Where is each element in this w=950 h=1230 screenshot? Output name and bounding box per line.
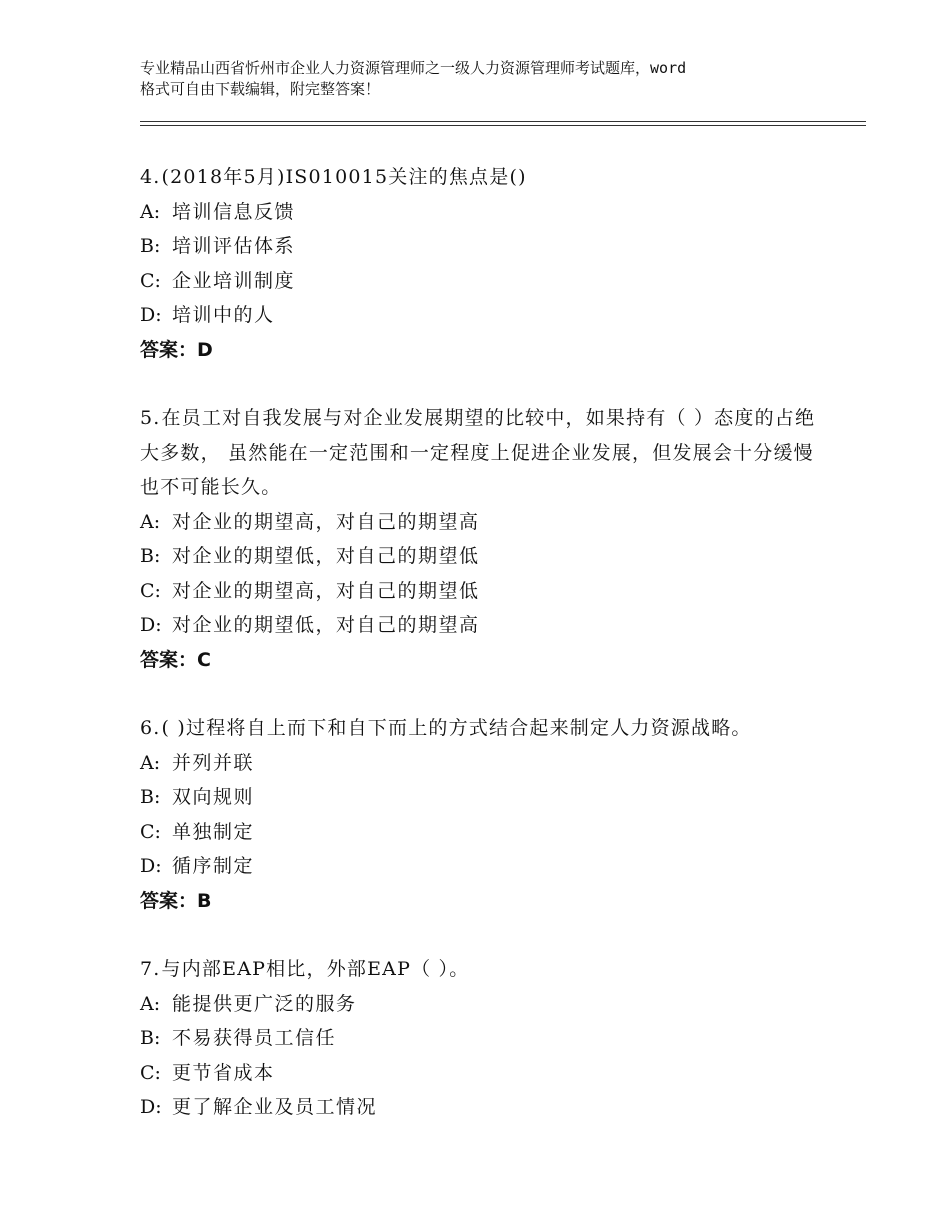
option-key: C: bbox=[140, 1061, 161, 1084]
option-key: D: bbox=[140, 304, 162, 326]
answer-line bbox=[140, 333, 830, 368]
option-c bbox=[140, 574, 830, 609]
question-text: (2018年5月)IS010015关注的焦点是() bbox=[161, 166, 527, 188]
answer-value: C bbox=[197, 648, 211, 671]
answer-value: B bbox=[197, 889, 212, 912]
option-d bbox=[140, 849, 830, 884]
question-text: ( )过程将自上而下和自下而上的方式结合起来制定人力资源战略。 bbox=[161, 717, 752, 739]
answer-label: 答案： bbox=[140, 648, 198, 671]
option-a bbox=[140, 195, 830, 230]
option-text: 单独制定 bbox=[172, 820, 255, 843]
option-c bbox=[140, 264, 830, 299]
option-key: B: bbox=[140, 786, 161, 808]
option-key: A: bbox=[140, 510, 161, 533]
option-text: 对企业的期望高，对自己的期望高 bbox=[172, 510, 480, 533]
option-c bbox=[140, 815, 830, 850]
option-text: 培训中的人 bbox=[172, 304, 275, 326]
option-d bbox=[140, 1090, 830, 1125]
option-key: A: bbox=[140, 751, 161, 774]
option-text: 培训信息反馈 bbox=[172, 200, 296, 223]
question-item bbox=[140, 711, 830, 918]
option-key: C: bbox=[140, 820, 161, 843]
question-number: 7. bbox=[140, 958, 161, 980]
question-number: 5. bbox=[140, 407, 161, 429]
question-stem bbox=[140, 401, 830, 505]
option-key: A: bbox=[140, 200, 161, 223]
question-stem bbox=[140, 952, 830, 987]
option-text: 不易获得员工信任 bbox=[172, 1027, 337, 1049]
question-number: 4. bbox=[140, 166, 161, 188]
option-text: 更节省成本 bbox=[172, 1061, 275, 1084]
question-list bbox=[140, 160, 830, 1159]
option-b bbox=[140, 229, 830, 264]
answer-label: 答案： bbox=[140, 338, 198, 361]
option-text: 企业培训制度 bbox=[172, 269, 296, 292]
option-text: 双向规则 bbox=[172, 786, 255, 808]
question-stem bbox=[140, 711, 830, 746]
option-key: D: bbox=[140, 855, 162, 877]
option-d bbox=[140, 298, 830, 333]
question-stem bbox=[140, 160, 830, 195]
header-title-line-1: 专业精品山西省忻州市企业人力资源管理师之一级人力资源管理师考试题库，word bbox=[140, 59, 687, 77]
option-key: B: bbox=[140, 235, 161, 257]
answer-line bbox=[140, 884, 830, 919]
option-c bbox=[140, 1056, 830, 1091]
question-text: 与内部EAP相比，外部EAP（ ）。 bbox=[161, 958, 470, 980]
option-key: D: bbox=[140, 614, 162, 636]
document-header bbox=[140, 58, 830, 100]
option-text: 对企业的期望高，对自己的期望低 bbox=[172, 579, 480, 602]
question-item bbox=[140, 952, 830, 1125]
option-a bbox=[140, 505, 830, 540]
option-text: 培训评估体系 bbox=[172, 235, 296, 257]
header-divider-bottom bbox=[140, 125, 866, 126]
header-title-line-2: 格式可自由下载编辑，附完整答案！ bbox=[140, 80, 381, 98]
header-divider-top bbox=[140, 121, 866, 122]
option-key: A: bbox=[140, 992, 161, 1015]
answer-value: D bbox=[197, 338, 213, 361]
option-text: 循序制定 bbox=[172, 855, 255, 877]
option-text: 对企业的期望低，对自己的期望高 bbox=[172, 614, 480, 636]
answer-label: 答案： bbox=[140, 889, 198, 912]
option-text: 能提供更广泛的服务 bbox=[172, 992, 357, 1015]
option-key: B: bbox=[140, 1027, 161, 1049]
option-text: 更了解企业及员工情况 bbox=[172, 1096, 378, 1118]
question-item bbox=[140, 160, 830, 367]
option-a bbox=[140, 746, 830, 781]
option-b bbox=[140, 539, 830, 574]
answer-line bbox=[140, 643, 830, 678]
option-b bbox=[140, 780, 830, 815]
option-key: B: bbox=[140, 545, 161, 567]
question-number: 6. bbox=[140, 717, 161, 739]
option-d bbox=[140, 608, 830, 643]
option-key: C: bbox=[140, 579, 161, 602]
option-a bbox=[140, 987, 830, 1022]
option-b bbox=[140, 1021, 830, 1056]
question-text: 在员工对自我发展与对企业发展期望的比较中，如果持有（ ）态度的占绝大多数， 虽然能在一定范围和一定程度上促进企业发展，但发展会十分缓慢也不可能长久。 bbox=[140, 407, 816, 498]
option-key: D: bbox=[140, 1096, 162, 1118]
option-text: 对企业的期望低，对自己的期望低 bbox=[172, 545, 480, 567]
question-item bbox=[140, 401, 830, 677]
option-key: C: bbox=[140, 269, 161, 292]
option-text: 并列并联 bbox=[172, 751, 255, 774]
